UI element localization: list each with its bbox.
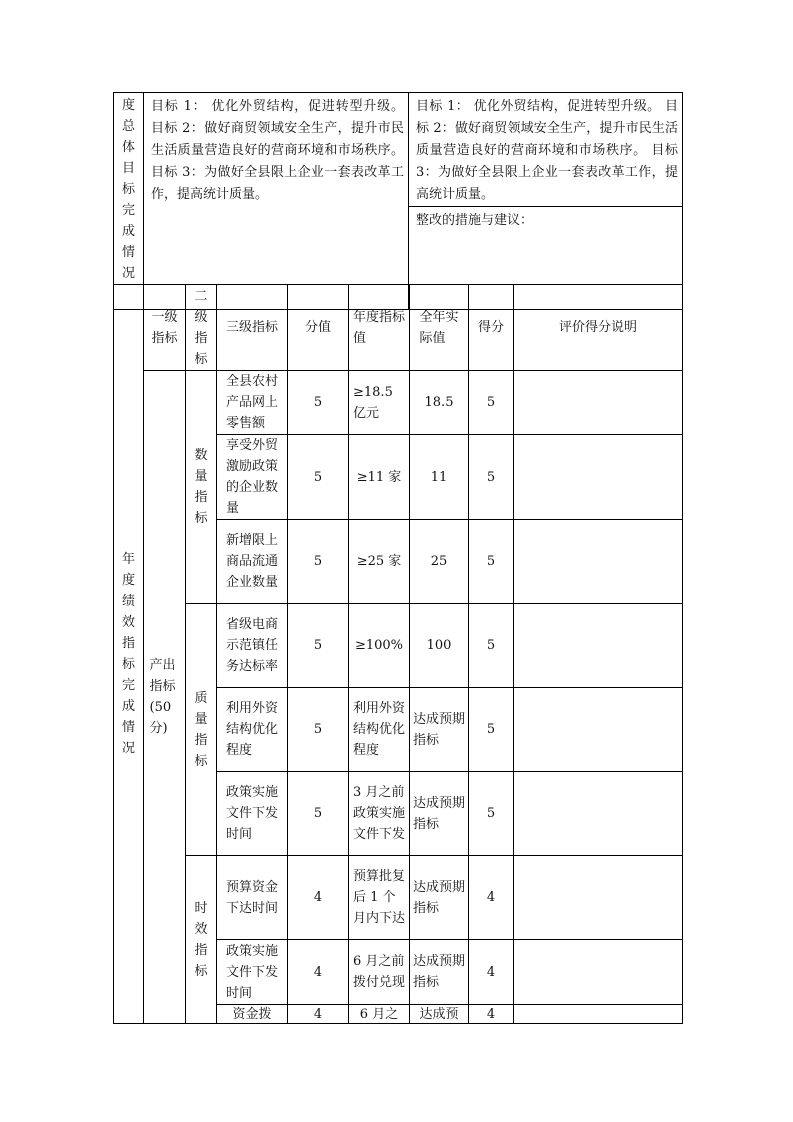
- indicator-name: 享受外贸激励政策的企业数量: [217, 435, 288, 520]
- indicator-actual: 25: [410, 520, 469, 604]
- performance-indicators-table: [113, 284, 683, 1024]
- quality-group-label: 质量指标: [186, 604, 217, 856]
- indicator-note: [514, 520, 683, 604]
- indicator-name: 政策实施文件下发时间: [217, 940, 288, 1005]
- indicator-note: [514, 604, 683, 688]
- header-score: 得分: [469, 285, 514, 371]
- indicator-value: 5: [288, 772, 349, 856]
- header-level3: 三级指标: [217, 285, 288, 371]
- table-row: [114, 371, 683, 435]
- header-score-value: 分值: [288, 285, 349, 371]
- indicator-target: ≥100%: [349, 604, 410, 688]
- indicator-name: 省级电商示范镇任务达标率: [217, 604, 288, 688]
- indicator-target: ≥25 家: [349, 520, 410, 604]
- goals-right-text: 目标 1： 优化外贸结构，促进转型升级。 目标 2：做好商贸领域安全生产，提升市民生活质量营造良好的营商环境和市场秩序。 目标 3：为做好全县限上企业一套表改革工作，提高统计质量。: [416, 99, 678, 202]
- quantity-group-label: 数量指标: [186, 371, 217, 604]
- indicator-score: 5: [469, 520, 514, 604]
- indicator-actual: 达成预期指标: [410, 940, 469, 1005]
- table-row: [114, 856, 683, 940]
- indicator-actual: 达成预期指标: [410, 688, 469, 772]
- output-indicator-label: 产出指标(50分): [144, 371, 186, 1024]
- indicator-name: 利用外资结构优化程度: [217, 688, 288, 772]
- indicator-actual: 达成预期指标: [410, 772, 469, 856]
- indicator-actual: 达成预期指标: [410, 856, 469, 940]
- indicator-score: 5: [469, 688, 514, 772]
- indicator-actual: 达成预: [410, 1005, 469, 1024]
- indicator-note: [514, 772, 683, 856]
- indicator-score: 5: [469, 772, 514, 856]
- rectify-label: 整改的措施与建议：: [416, 213, 534, 228]
- header-row: [114, 285, 683, 371]
- indicator-note: [514, 371, 683, 435]
- indicator-target: ≥11 家: [349, 435, 410, 520]
- indicator-score: 5: [469, 435, 514, 520]
- indicator-note: [514, 856, 683, 940]
- indicator-score: 4: [469, 1005, 514, 1024]
- indicator-note: [514, 940, 683, 1005]
- indicator-actual: 18.5: [410, 371, 469, 435]
- section-label: 年度绩效指标完成情况: [114, 285, 144, 1024]
- indicator-target: 3 月之前政策实施文件下发: [349, 772, 410, 856]
- indicator-value: 5: [288, 688, 349, 772]
- indicator-value: 4: [288, 856, 349, 940]
- table-row: [114, 604, 683, 688]
- header-explanation: 评价得分说明: [514, 285, 683, 371]
- header-level2: 二级指标: [186, 285, 217, 371]
- indicator-name: 政策实施文件下发时间: [217, 772, 288, 856]
- indicator-note: [514, 435, 683, 520]
- header-actual: 全年实际值: [410, 285, 469, 371]
- indicator-score: 5: [469, 604, 514, 688]
- indicator-name: 预算资金下达时间: [217, 856, 288, 940]
- header-annual-target: 年度指标值: [349, 285, 410, 371]
- indicator-target: 6 月之: [349, 1005, 410, 1024]
- indicator-target: 利用外资结构优化程度: [349, 688, 410, 772]
- summary-row-label: 度总体目标完成情况: [114, 93, 144, 310]
- indicator-name: 全县农村产品网上零售额: [217, 371, 288, 435]
- indicator-target: 6 月之前拨付兑现: [349, 940, 410, 1005]
- indicator-actual: 11: [410, 435, 469, 520]
- indicator-value: 4: [288, 940, 349, 1005]
- indicator-target: ≥18.5 亿元: [349, 371, 410, 435]
- indicator-note: [514, 1005, 683, 1024]
- indicator-note: [514, 688, 683, 772]
- indicator-target: 预算批复后 1 个月内下达: [349, 856, 410, 940]
- indicator-score: 4: [469, 940, 514, 1005]
- indicator-name: 新增限上商品流通企业数量: [217, 520, 288, 604]
- indicator-score: 4: [469, 856, 514, 940]
- goal-summary-table: [113, 92, 683, 310]
- goals-left-text: 目标 1： 优化外贸结构，促进转型升级。 目标 2：做好商贸领域安全生产，提升市民生活质量营造良好的营商环境和市场秩序。 目标 3：为做好全县限上企业一套表改革工作，提高统计质量。: [151, 99, 404, 202]
- indicator-score: 5: [469, 371, 514, 435]
- timeliness-group-label: 时效指标: [186, 856, 217, 1024]
- goals-right-cell: [409, 93, 683, 207]
- indicator-name: 资金拨: [217, 1005, 288, 1024]
- indicator-value: 5: [288, 604, 349, 688]
- indicator-value: 5: [288, 371, 349, 435]
- header-level1: 一级指标: [144, 285, 186, 371]
- indicator-value: 5: [288, 520, 349, 604]
- indicator-value: 4: [288, 1005, 349, 1024]
- goals-left-cell: [144, 93, 409, 310]
- indicator-actual: 100: [410, 604, 469, 688]
- indicator-value: 5: [288, 435, 349, 520]
